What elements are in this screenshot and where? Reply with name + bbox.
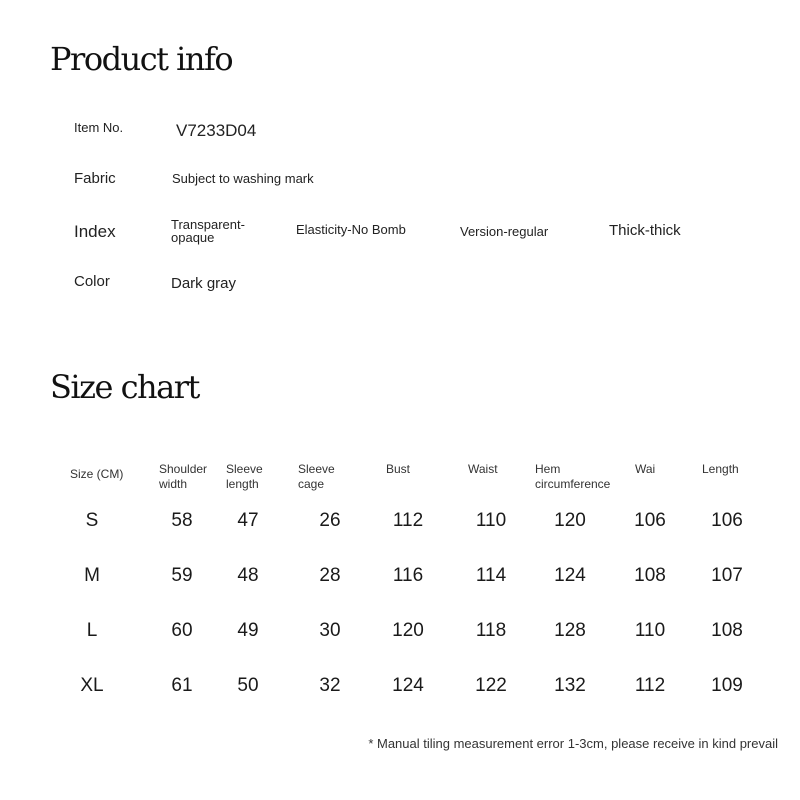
cell-length: 106	[711, 510, 743, 531]
cell-sleeve-length: 47	[237, 510, 259, 531]
cell-bust: 116	[392, 565, 424, 586]
header-waist: Waist	[468, 462, 498, 476]
cell-sleeve-length: 48	[237, 565, 259, 586]
cell-length: 108	[711, 620, 743, 641]
cell-sleeve-length: 49	[237, 620, 259, 641]
cell-bust: 112	[392, 510, 424, 531]
size-chart-heading: Size chart	[50, 368, 199, 406]
index-value-version: Version-regular	[460, 224, 549, 239]
cell-shoulder: 59	[171, 565, 193, 586]
cell-sleeve-length: 50	[237, 675, 259, 696]
index-value-transparency: Transparent-opaque	[171, 217, 245, 245]
measurement-note: * Manual tiling measurement error 1-3cm, please receive in kind prevail	[368, 736, 778, 751]
item-no-value: V7233D04	[176, 121, 257, 140]
cell-hem: 132	[554, 675, 586, 696]
cell-wai: 112	[634, 675, 666, 696]
cell-hem: 128	[554, 620, 586, 641]
cell-sleeve-cage: 32	[319, 675, 341, 696]
cell-size: M	[84, 565, 100, 586]
header-shoulder-width: Shoulder width	[159, 462, 208, 491]
index-value-thickness: Thick-thick	[609, 222, 681, 239]
cell-bust: 120	[392, 620, 424, 641]
index-value-elasticity: Elasticity-No Bomb	[296, 222, 406, 237]
cell-wai: 110	[634, 620, 666, 641]
fabric-value: Subject to washing mark	[172, 171, 314, 186]
index-label: Index	[74, 222, 116, 241]
header-wai: Wai	[635, 462, 656, 476]
cell-shoulder: 58	[171, 510, 193, 531]
cell-shoulder: 60	[171, 620, 193, 641]
item-no-label: Item No.	[74, 120, 124, 135]
cell-size: L	[86, 620, 98, 641]
cell-size: XL	[80, 675, 104, 696]
cell-size: S	[85, 510, 99, 531]
header-sleeve-length: Sleeve length	[226, 462, 263, 491]
cell-sleeve-cage: 30	[319, 620, 341, 641]
cell-waist: 114	[475, 565, 507, 586]
header-hem-circumference: Hem circumference	[535, 462, 611, 491]
product-info-heading: Product info	[50, 40, 233, 78]
header-bust: Bust	[386, 462, 411, 476]
cell-wai: 106	[634, 510, 666, 531]
header-length: Length	[702, 462, 739, 476]
cell-hem: 120	[554, 510, 586, 531]
header-size: Size (CM)	[70, 467, 124, 481]
cell-length: 109	[711, 675, 743, 696]
cell-shoulder: 61	[171, 675, 193, 696]
cell-sleeve-cage: 26	[319, 510, 341, 531]
cell-bust: 124	[392, 675, 424, 696]
cell-wai: 108	[634, 565, 666, 586]
cell-waist: 122	[475, 675, 507, 696]
cell-length: 107	[711, 565, 743, 586]
cell-waist: 118	[475, 620, 507, 641]
cell-sleeve-cage: 28	[319, 565, 341, 586]
cell-waist: 110	[475, 510, 507, 531]
fabric-label: Fabric	[74, 170, 116, 187]
color-value: Dark gray	[171, 275, 237, 292]
cell-hem: 124	[554, 565, 586, 586]
header-sleeve-cage: Sleeve cage	[298, 462, 335, 491]
color-label: Color	[74, 273, 110, 290]
